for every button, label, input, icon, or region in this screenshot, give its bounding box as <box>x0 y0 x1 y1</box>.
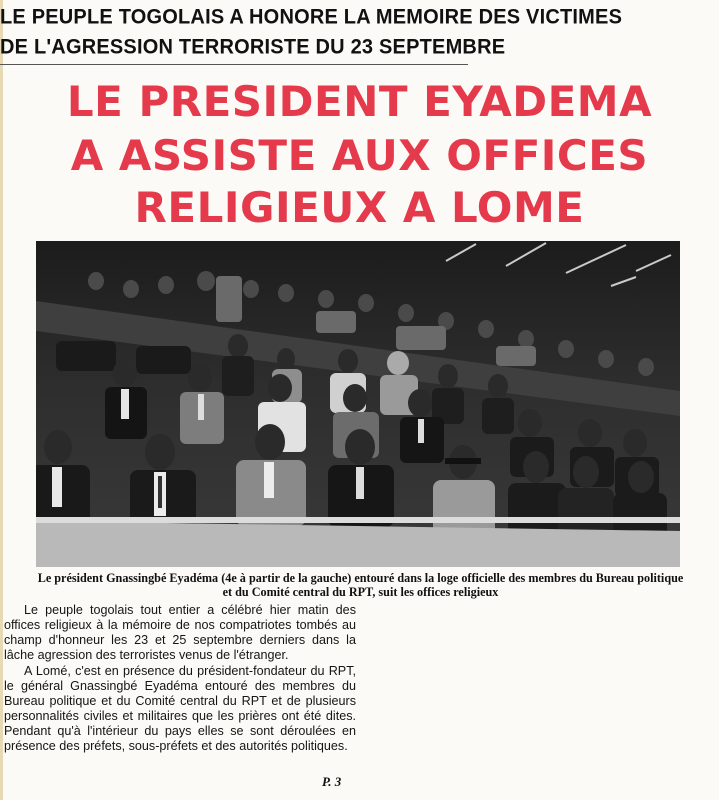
kicker-line-1: LE PEUPLE TOGOLAIS A HONORE LA MEMOIRE DES VICTIMES <box>0 5 623 29</box>
paragraph-1: Le peuple togolais tout entier a célébré hier matin des offices religieux à la mémoire de nos compatriotes tombés au champ d'honneur les 23 et 25 septembre derniers dans la lâche agression des terroristes venus de l'étranger. <box>4 603 356 662</box>
paragraph-2: A Lomé, c'est en présence du président-fondateur du RPT, le général Gnassingbé Eyadéma entouré des membres du Bureau politique et du Comité central du RPT et de plusieurs personnalités civiles et militaires que les prières ont été dites. Pendant qu'à l'intérieur du pays elles se sont déroulées en présence des préfets, sous-préfets et des autorités politiques. <box>4 664 356 753</box>
headline-line-1: LE PRESIDENT EYADEMA <box>66 77 653 126</box>
headline-line-3: RELIGIEUX A LOME <box>134 183 585 232</box>
kicker-line-2: DE L'AGRESSION TERRORISTE DU 23 SEPTEMBRE <box>0 35 506 59</box>
photo-caption <box>2 571 719 599</box>
caption-line-2: et du Comité central du RPT, suit les offices religieux <box>222 585 499 599</box>
article-photo <box>36 241 680 567</box>
caption-line-1: Le président Gnassingbé Eyadéma (4e à partir de la gauche) entouré dans la loge officielle des membres du Bureau politique <box>37 571 684 585</box>
page-reference: P. 3 <box>322 774 342 789</box>
article-body <box>4 603 356 754</box>
headline-line-2: A ASSISTE AUX OFFICES <box>70 131 649 180</box>
photo-illustration <box>36 241 680 567</box>
kicker-rule <box>0 64 468 65</box>
